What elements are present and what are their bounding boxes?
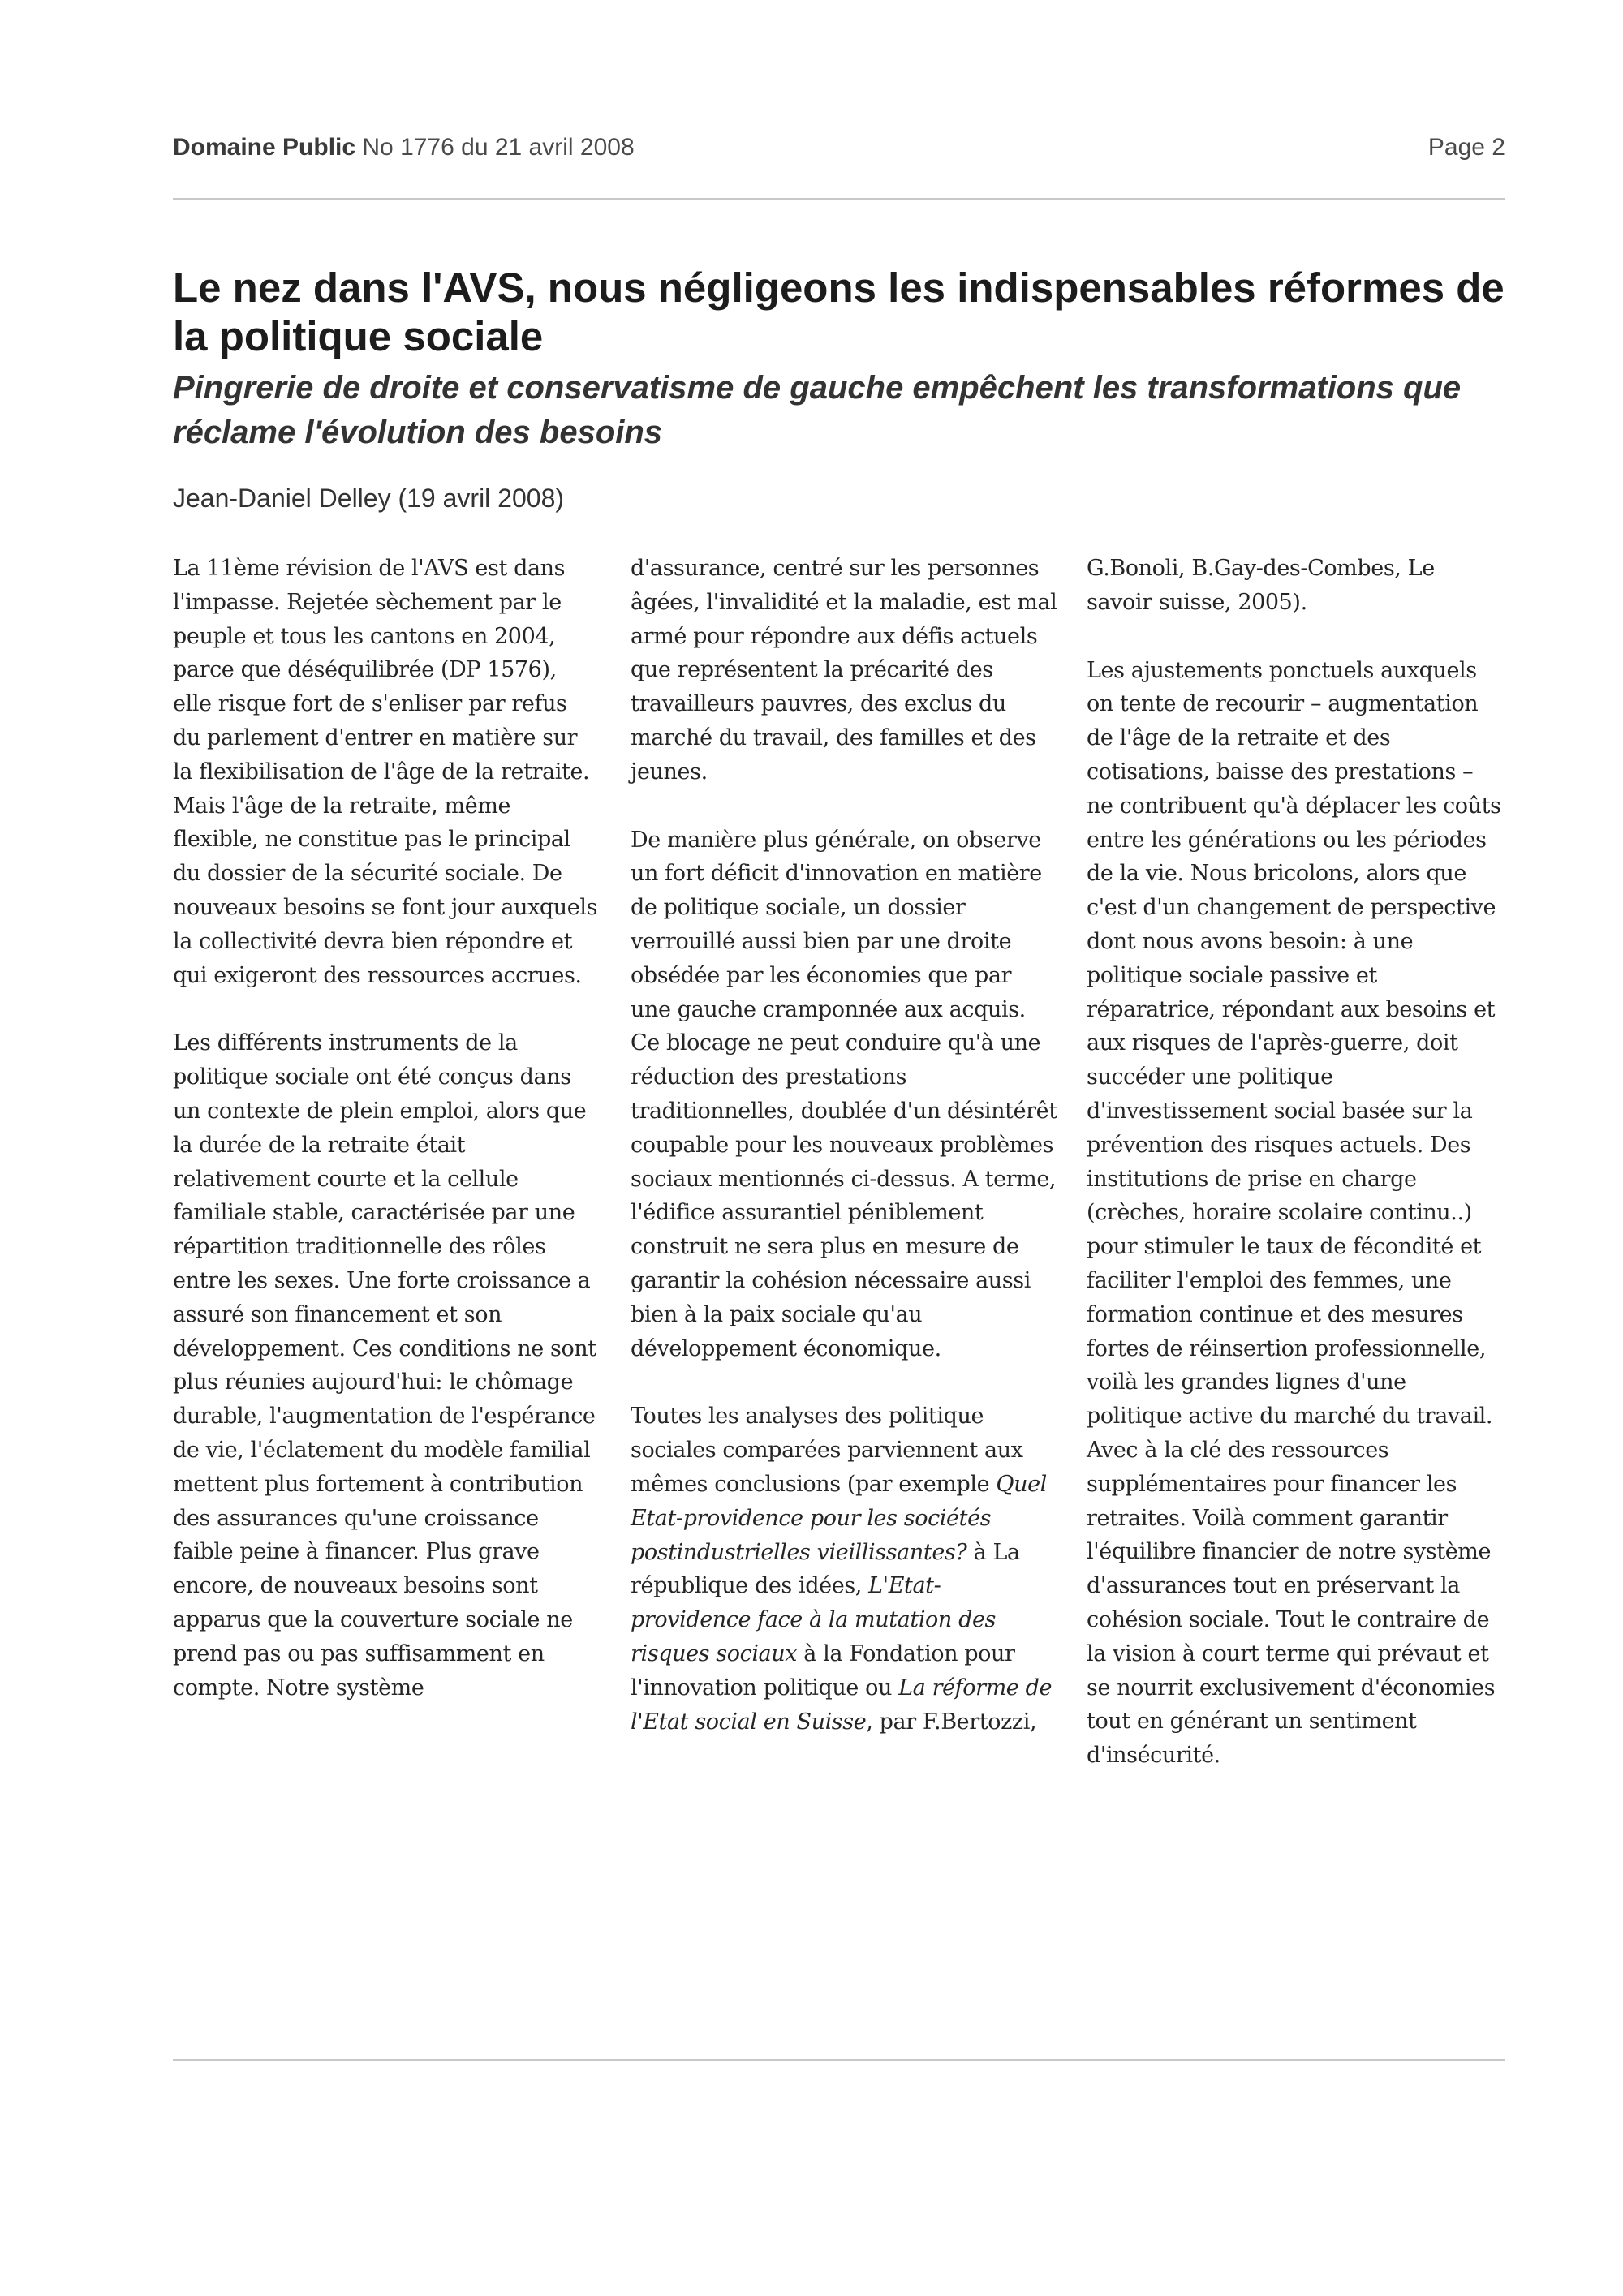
issue-info: No 1776 du 21 avril 2008 [355,134,635,161]
article-title: Le nez dans l'AVS, nous négligeons les indispensables réformes de la politique sociale [173,264,1505,359]
text-run: , par F.Bertozzi, [866,1709,1037,1735]
book-title: Quel Etat-providence pour les sociétés postindustrielles vieillissantes? [631,1471,1047,1565]
article-column-1 [173,552,600,1739]
paragraph: Les différents instruments de la politique sociale ont été conçus dans un contexte de plein emploi, alors que la durée de la retraite était relativement courte et la cellule familiale stable, caractérisée par une répartition traditionnelle des rôles entre les sexes. Une forte croissance a assuré son financement et son développement. Ces conditions ne sont plus réunies aujourd'hui: le chômage durable, l'augmentation de l'espérance de vie, l'éclatement du modèle familial mettent plus fortement à contribution des assurances qu'une croissance faible peine à financer. Plus grave encore, de nouveaux besoins sont apparus que la couverture sociale ne prend pas ou pas suffisamment en compte. Notre système [173,1030,596,1701]
book-title: La réforme de l'Etat social en Suisse [631,1675,1053,1735]
paragraph: d'assurance, centré sur les personnes âgées, l'invalidité et la maladie, est mal armé pour répondre aux défis actuels que représentent la précarité des travailleurs pauvres, des exclus du marché du travail, des familles et des jeunes. [631,556,1057,785]
footer-divider [173,2059,1505,2061]
header-divider [173,198,1505,200]
paragraph: La 11ème révision de l'AVS est dans l'impasse. Rejetée sèchement par le peuple et tous les cantons en 2004, parce que déséquilibrée (DP 1576), elle risque fort de s'enliser par refus du parlement d'entrer en matière sur la flexibilisation de l'âge de la retraite. Mais l'âge de la retraite, même flexible, ne constitue pas le principal du dossier de la sécurité sociale. De nouveaux besoins se font jour auxquels la collectivité devra bien répondre et qui exigeront des ressources accrues. [173,556,598,988]
article-byline: Jean-Daniel Delley (19 avril 2008) [173,484,565,513]
article-subtitle: Pingrerie de droite et conservatisme de gauche empêchent les transformations que réclame l'évolution des besoins [173,370,1462,450]
text-run: à La république des idées, [631,1539,1020,1599]
article-column-3 [1087,552,1505,1807]
text-run: à la Fondation pour l'innovation politique ou [631,1640,1015,1701]
paragraph: G.Bonoli, B.Gay-des-Combes, Le savoir suisse, 2005). [1087,556,1435,615]
article-column-2 [631,552,1057,1773]
paragraph: Les ajustements ponctuels auxquels on tente de recourir – augmentation de l'âge de la retraite et des cotisations, baisse des prestations – ne contribuent qu'à déplacer les coûts entre les générations ou les périodes de la vie. Nous bricolons, alors que c'est d'un changement de perspective dont nous avons besoin: à une politique sociale passive et réparatrice, répondant aux besoins et aux risques de l'après-guerre, doit succéder une politique d'investissement social basée sur la prévention des risques actuels. Des institutions de prise en charge (crèches, horaire scolaire continu..) pour stimuler le taux de fécondité et faciliter l'emploi des femmes, une formation continue et des mesures fortes de réinsertion professionnelle, voilà les grandes lignes d'une politique active du marché du travail. Avec à la clé des ressources supplémentaires pour financer les retraites. Voilà comment garantir l'équilibre financier de notre système d'assurances tout en préservant la cohésion sociale. Tout le contraire de la vision à court terme qui prévaut et se nourrit exclusivement d'économies tout en générant un sentiment d'insécurité. [1087,657,1501,1769]
page-number: Page 2 [1427,134,1505,161]
paragraph: De manière plus générale, on observe un fort déficit d'innovation en matière de politique sociale, un dossier verrouillé aussi bien par une droite obsédée par les économies que par une gauche cramponnée aux acquis. Ce blocage ne peut conduire qu'à une réduction des prestations traditionnelles, doublée d'un désintérêt coupable pour les nouveaux problèmes sociaux mentionnés ci-dessus. A terme, l'édifice assurantiel péniblement construit ne sera plus en mesure de garantir la cohésion nécessaire aussi bien à la paix sociale qu'au développement économique. [631,827,1057,1361]
text-run: Toutes les analyses des politique sociales comparées parviennent aux mêmes conclusions (par exemple [631,1404,1023,1497]
publication-name: Domaine Public [173,134,356,161]
document-page [173,0,1505,2296]
book-title: L'Etat-providence face à la mutation des risques sociaux [631,1573,997,1666]
paragraph [631,1400,1057,1739]
page-header [173,134,1505,170]
